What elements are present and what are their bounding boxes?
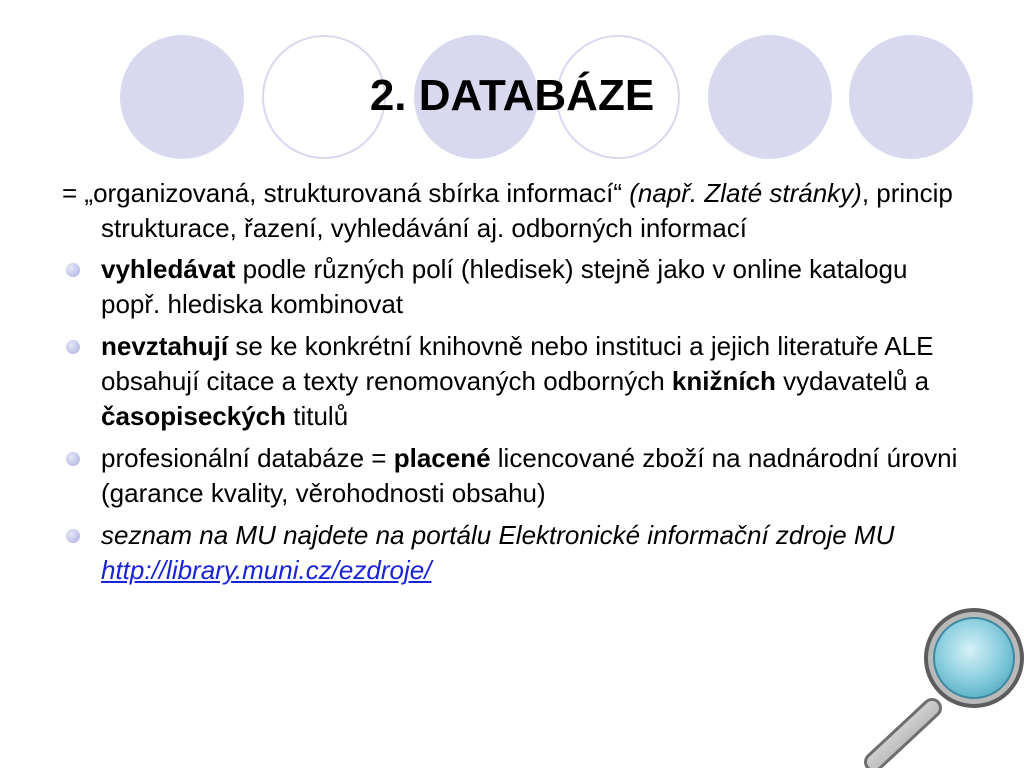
bullet-item-paid	[62, 441, 962, 511]
bullet-keyword: nevztahují	[101, 331, 229, 361]
bullet-text: seznam na MU najdete na portálu Elektronické informační zdroje MU	[101, 520, 895, 550]
magnifying-glass-icon	[860, 606, 1024, 768]
bullet-text: licencované zboží na nadnárodní úrovni (garance kvality, věrohodnosti obsahu)	[101, 443, 958, 508]
intro-text: = „organizovaná, strukturovaná sbírka informací“	[62, 178, 630, 208]
bullet-keyword: knižních	[671, 366, 776, 396]
disc-bullet-icon	[66, 452, 80, 466]
bullet-text: podle různých polí (hledisek) stejně jako v online katalogu popř. hlediska kombinovat	[101, 254, 908, 319]
bullet-text: se ke konkrétní knihovně nebo instituci a jejich literatuře ALE obsahují citace a texty renomovaných odborných	[101, 331, 934, 396]
bullet-item-scope	[62, 329, 962, 434]
bullet-text: vydavatelů a	[775, 366, 930, 396]
disc-bullet-icon	[66, 529, 80, 543]
bullet-text: profesionální databáze =	[101, 443, 394, 473]
bullet-keyword: vyhledávat	[101, 254, 236, 284]
slide-body	[62, 176, 962, 595]
ezdroje-link[interactable]: http://library.muni.cz/ezdroje/	[101, 555, 432, 585]
intro-paragraph	[62, 176, 962, 246]
disc-bullet-icon	[66, 340, 80, 354]
bullet-item-search	[62, 252, 962, 322]
bullet-item-list	[62, 518, 962, 588]
bullet-text: titulů	[286, 401, 349, 431]
bullet-keyword: placené	[393, 443, 491, 473]
intro-text-rest: , princip strukturace, řazení, vyhledávání aj. odborných informací	[101, 178, 953, 243]
intro-example: (např. Zlaté stránky)	[629, 178, 862, 208]
bullet-keyword: časopiseckých	[101, 401, 287, 431]
slide-title: 2. DATABÁZE	[369, 71, 655, 120]
disc-bullet-icon	[66, 263, 80, 277]
